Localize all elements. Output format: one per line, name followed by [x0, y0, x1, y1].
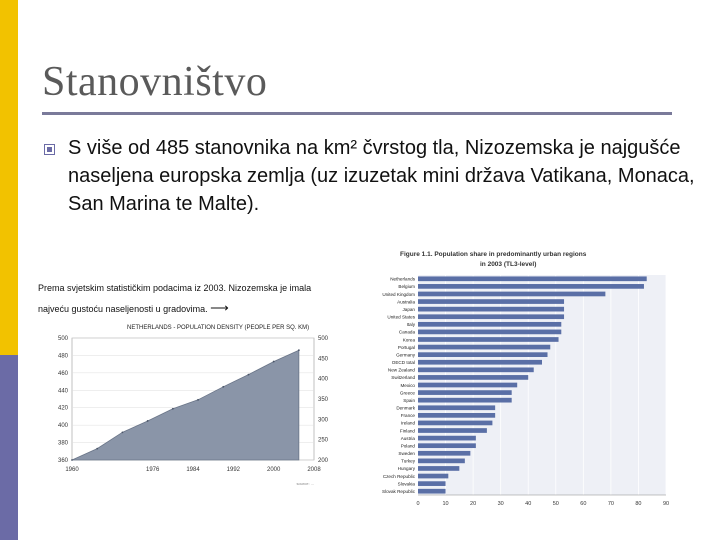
density-point — [147, 420, 149, 422]
urban-bar — [418, 436, 476, 441]
urban-category-label: Mexico — [400, 382, 415, 388]
urban-category-label: New Zealand — [387, 367, 415, 373]
density-ytick-left: 380 — [57, 440, 68, 447]
density-chart-title: NETHERLANDS - POPULATION DENSITY (PEOPLE PER SQ. KM) — [127, 325, 310, 331]
density-chart — [42, 318, 342, 493]
density-xtick: 1992 — [226, 467, 241, 473]
urban-category-label: Finland — [399, 428, 415, 434]
urban-xtick: 50 — [552, 501, 559, 507]
caption-note — [38, 278, 358, 319]
urban-category-label: Denmark — [396, 405, 415, 411]
urban-category-label: Poland — [400, 443, 415, 449]
density-ytick-right: 200 — [318, 458, 329, 464]
density-ytick-left: 360 — [57, 458, 68, 464]
urban-category-label: Belgium — [398, 284, 415, 290]
urban-category-label: Portugal — [397, 344, 415, 350]
urban-category-label: Turkey — [401, 458, 415, 464]
urban-bar — [418, 284, 644, 289]
urban-chart-title: Figure 1.1. Population share in predominantly urban regions — [400, 251, 587, 258]
density-ytick-right: 350 — [318, 397, 329, 403]
density-point — [197, 399, 199, 401]
urban-bar — [418, 322, 561, 327]
bullet-text: S više od 485 stanovnika na km² čvrstog tla, Nizozemska je najgušće naseljena europska zemlja (uz izuzetak mini država Vatikana, Monaca, San Marina te Malte). — [68, 137, 695, 215]
urban-category-label: Spain — [403, 397, 415, 403]
left-accent-bar-top — [0, 0, 18, 355]
urban-category-label: Germany — [396, 352, 415, 358]
urban-bar — [418, 481, 446, 486]
urban-category-label: Slovakia — [397, 481, 415, 487]
urban-bar — [418, 443, 476, 448]
density-source: source: ... — [296, 481, 314, 486]
urban-category-label: Switzerland — [391, 375, 415, 381]
urban-bar — [418, 390, 512, 395]
density-ytick-right: 500 — [318, 336, 329, 342]
density-point — [248, 374, 250, 376]
urban-xtick: 90 — [662, 501, 670, 507]
urban-category-label: United States — [387, 314, 415, 320]
density-ytick-left: 480 — [57, 353, 68, 360]
urban-xtick: 80 — [635, 501, 642, 507]
urban-xtick: 70 — [607, 501, 614, 507]
density-ytick-right: 300 — [318, 417, 329, 424]
urban-category-label: France — [400, 413, 415, 419]
urban-category-label: Japan — [402, 306, 415, 312]
density-xtick: 1960 — [65, 467, 79, 473]
density-ytick-left: 500 — [57, 336, 68, 342]
urban-bar — [418, 413, 495, 418]
density-point — [96, 448, 98, 450]
urban-xtick: 20 — [470, 501, 477, 507]
urban-bar — [418, 292, 605, 297]
urban-bar — [418, 330, 561, 335]
right-arrow-icon: ⟶ — [210, 300, 229, 315]
density-ytick-left: 400 — [57, 423, 68, 430]
urban-bar — [418, 398, 512, 403]
density-point — [71, 459, 73, 461]
density-xtick: 1984 — [186, 467, 200, 473]
urban-bar — [418, 489, 446, 494]
urban-bar — [418, 428, 487, 433]
urban-category-label: Slovak Republic — [382, 489, 415, 495]
urban-bar — [418, 421, 492, 426]
urban-xtick: 60 — [580, 501, 587, 507]
urban-chart-subtitle: in 2003 (TL3-level) — [480, 261, 537, 268]
urban-category-label: Greece — [399, 390, 415, 396]
urban-xtick: 0 — [416, 501, 420, 507]
density-ytick-left: 460 — [57, 370, 68, 377]
caption-line-1: Prema svjetskim statističkim podacima iz 2003. Nizozemska je imala — [38, 283, 312, 293]
urban-category-label: Czech Republic — [382, 473, 415, 479]
urban-bar — [418, 276, 647, 281]
density-point — [122, 431, 124, 433]
urban-category-label: Ireland — [400, 420, 415, 426]
urban-bar — [418, 299, 564, 304]
density-ytick-left: 420 — [57, 405, 68, 412]
urban-bar — [418, 314, 564, 319]
urban-bar — [418, 375, 528, 380]
urban-bar — [418, 337, 559, 342]
urban-xtick: 30 — [497, 501, 504, 507]
urban-bar — [418, 345, 550, 350]
density-xtick: 1976 — [145, 467, 160, 473]
density-ytick-right: 400 — [318, 376, 329, 383]
urban-bar — [418, 367, 534, 372]
urban-bar — [418, 405, 495, 410]
urban-category-label: United Kingdom — [382, 291, 415, 297]
urban-bar — [418, 474, 448, 479]
left-accent-bar — [0, 0, 18, 540]
density-point — [172, 408, 174, 410]
urban-bar — [418, 451, 470, 456]
urban-bar — [418, 383, 517, 388]
density-xtick: 2000 — [266, 467, 281, 473]
urban-category-label: Sweden — [398, 451, 415, 457]
density-point — [273, 361, 275, 363]
urban-share-chart — [360, 240, 680, 525]
caption-line-2-text: najveću gustoću naseljenosti u gradovima. — [38, 304, 208, 314]
density-ytick-right: 250 — [318, 437, 329, 444]
square-bullet-icon — [44, 144, 55, 155]
urban-category-label: Korea — [402, 337, 415, 343]
density-ytick-left: 440 — [57, 388, 68, 395]
urban-category-label: Hungary — [397, 466, 415, 472]
urban-category-label: Netherlands — [390, 276, 415, 282]
density-xtick: 2008 — [307, 467, 321, 473]
urban-category-label: Australia — [397, 299, 415, 305]
density-point — [298, 349, 300, 351]
urban-category-label: Canada — [398, 329, 415, 335]
density-point — [222, 386, 224, 388]
urban-bar — [418, 360, 542, 365]
urban-category-label: Austria — [400, 435, 415, 441]
urban-category-label: OECD total — [391, 360, 415, 366]
urban-bar — [418, 459, 465, 464]
urban-bar — [418, 352, 548, 357]
slide-title: Stanovništvo — [42, 59, 268, 105]
urban-bar — [418, 466, 459, 471]
urban-xtick: 40 — [525, 501, 532, 507]
urban-xtick: 10 — [442, 501, 449, 507]
caption-line-2 — [38, 298, 358, 319]
title-underline — [42, 112, 672, 115]
urban-category-label: Italy — [406, 322, 415, 328]
left-accent-bar-bottom — [0, 355, 18, 540]
urban-bar — [418, 307, 564, 312]
density-ytick-right: 450 — [318, 356, 329, 363]
